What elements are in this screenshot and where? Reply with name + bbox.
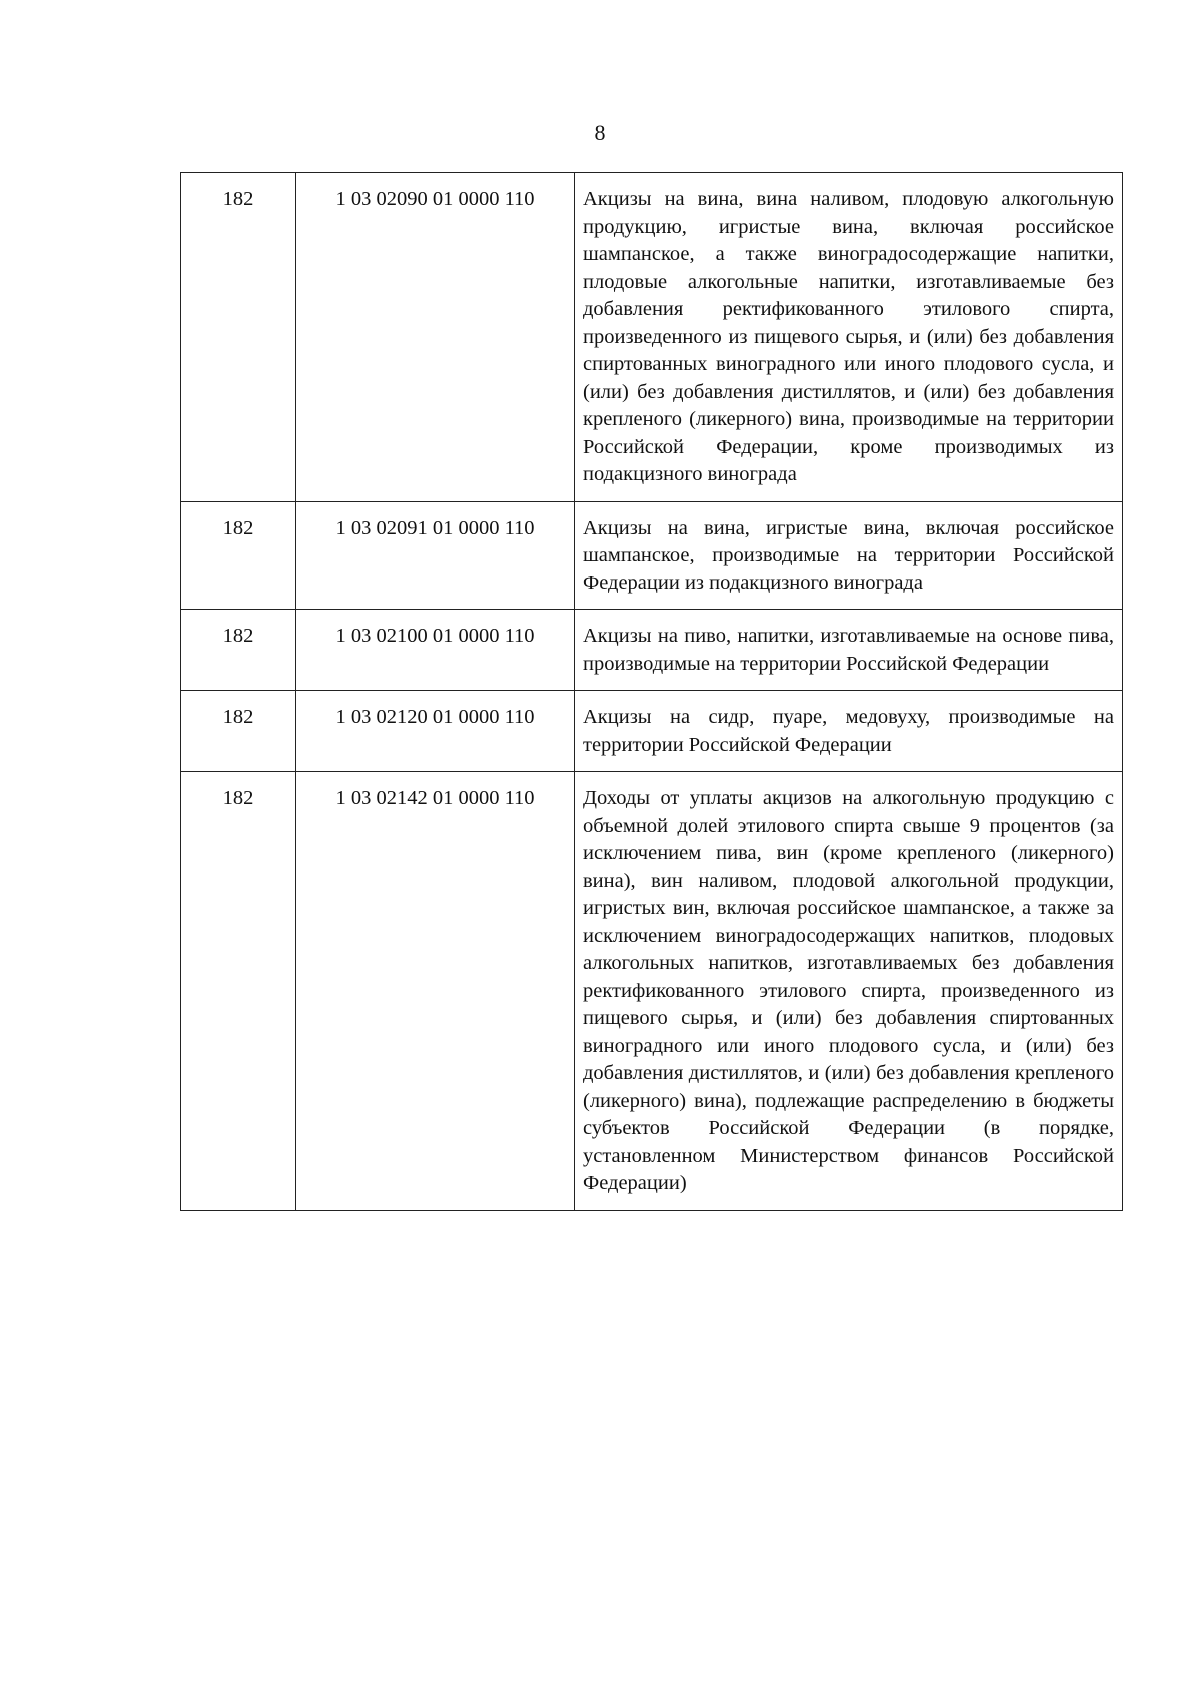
kbk-code-cell: 1 03 02090 01 0000 110 (296, 173, 575, 502)
kbk-code-cell: 1 03 02100 01 0000 110 (296, 610, 575, 691)
description-cell: Доходы от уплаты акцизов на алкогольную продукцию с объемной долей этилового спирта свыше 9 процентов (за исключением пива, вин (кроме крепленого (ликерного) вина), вин наливом, плодовой алкогольной продукции, игристых вин, включая российское шампанское, а также за исключением виноградосодержащих напитков, плодовых алкогольных напитков, изготавливаемых без добавления ректификованного этилового спирта, произведенного из пищевого сырья, и (или) без добавления спиртованных виноградного или иного плодового сусла, и (или) без добавления дистиллятов, и (или) без добавления крепленого (ликерного) вина), подлежащие распределению в бюджеты субъектов Российской Федерации (в порядке, установленном Министерством финансов Российской Федерации) (575, 772, 1123, 1211)
admin-code-cell: 182 (181, 691, 296, 772)
admin-code-cell: 182 (181, 772, 296, 1211)
table-row (181, 173, 1123, 502)
table-row (181, 501, 1123, 610)
description-cell: Акцизы на вина, игристые вина, включая российское шампанское, производимые на территории Российской Федерации из подакцизного винограда (575, 501, 1123, 610)
kbk-code-cell: 1 03 02120 01 0000 110 (296, 691, 575, 772)
table-row (181, 691, 1123, 772)
kbk-code-cell: 1 03 02142 01 0000 110 (296, 772, 575, 1211)
description-cell: Акцизы на пиво, напитки, изготавливаемые на основе пива, производимые на территории Российской Федерации (575, 610, 1123, 691)
budget-codes-table (180, 172, 1123, 1211)
admin-code-cell: 182 (181, 610, 296, 691)
page-number: 8 (594, 120, 606, 145)
description-cell: Акцизы на сидр, пуаре, медовуху, производимые на территории Российской Федерации (575, 691, 1123, 772)
admin-code-cell: 182 (181, 173, 296, 502)
admin-code-cell: 182 (181, 501, 296, 610)
description-cell: Акцизы на вина, вина наливом, плодовую алкогольную продукцию, игристые вина, включая российское шампанское, а также виноградосодержащие напитки, плодовые алкогольные напитки, изготавливаемые без добавления ректификованного этилового спирта, произведенного из пищевого сырья, и (или) без добавления спиртованных виноградного или иного плодового сусла, и (или) без добавления дистиллятов, и (или) без добавления крепленого (ликерного) вина, производимые на территории Российской Федерации, кроме производимых из подакцизного винограда (575, 173, 1123, 502)
table-row (181, 772, 1123, 1211)
table-row (181, 610, 1123, 691)
kbk-code-cell: 1 03 02091 01 0000 110 (296, 501, 575, 610)
